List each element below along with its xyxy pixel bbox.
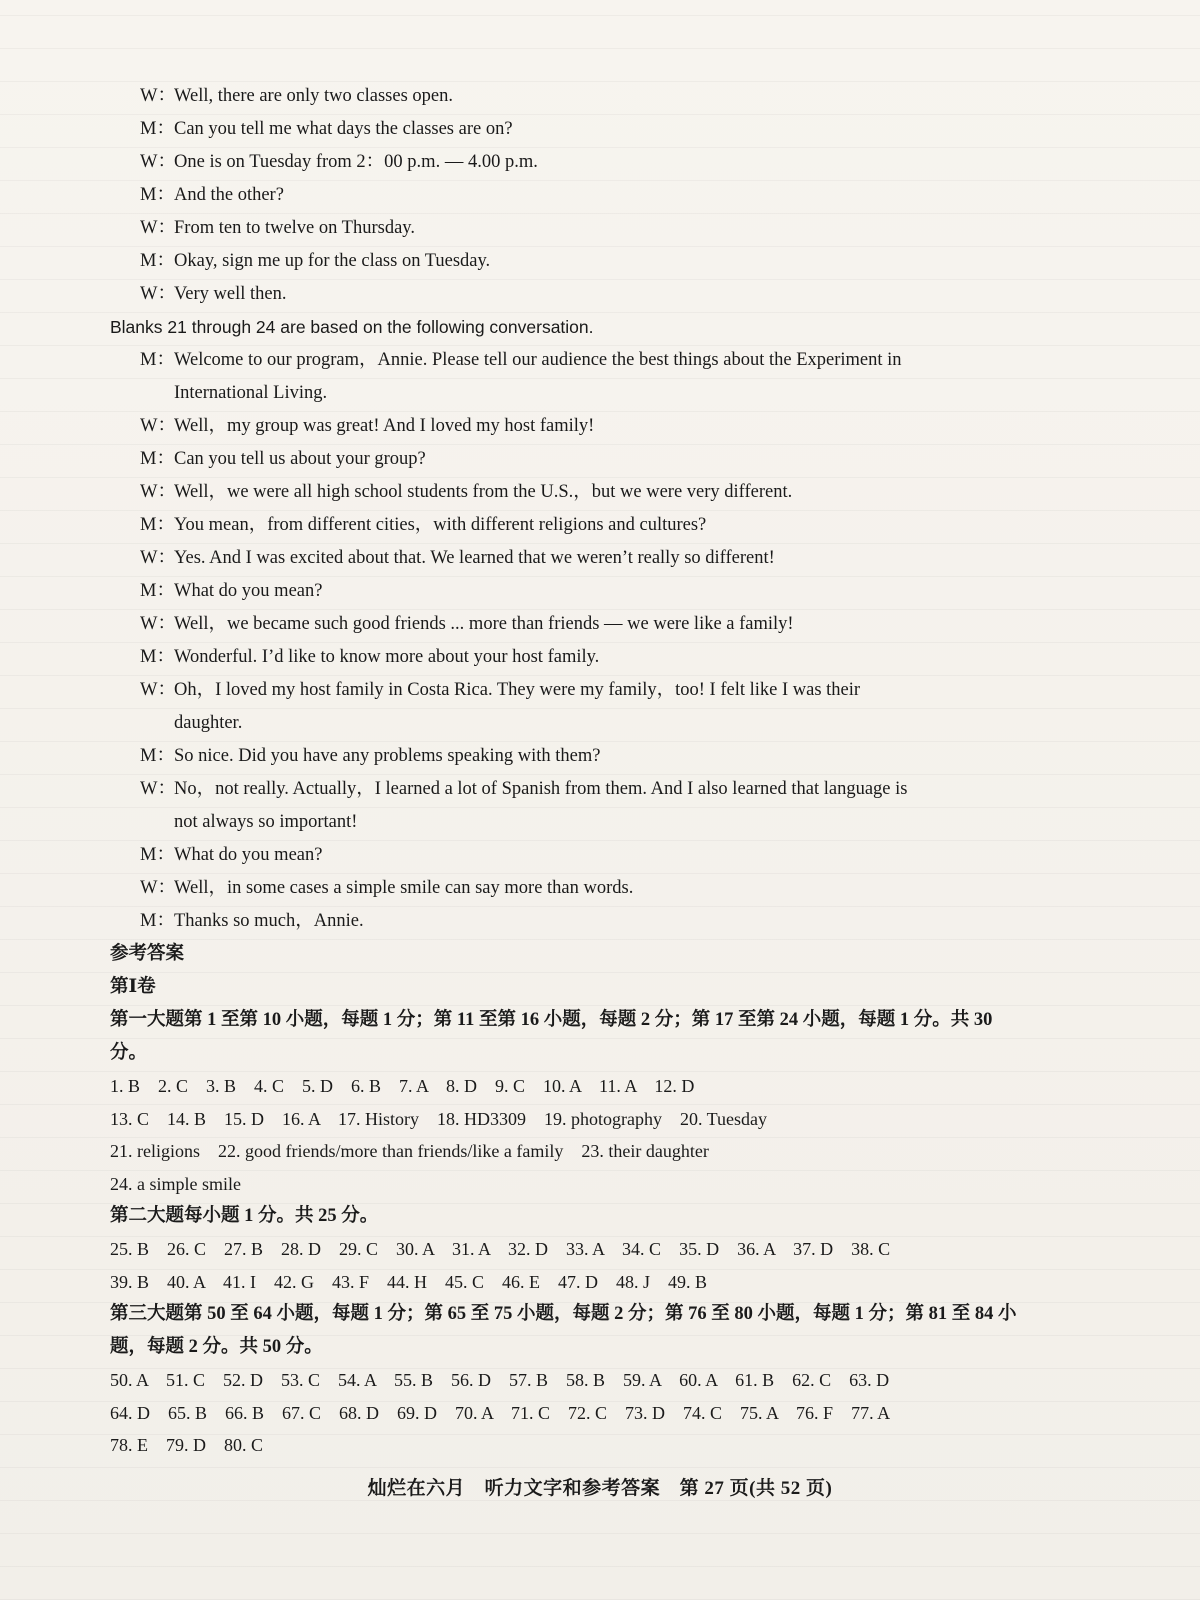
speaker-label: M：: [140, 746, 175, 766]
page-footer: 灿烂在六月 听力文字和参考答案 第 27 页(共 52 页): [367, 1478, 833, 1499]
dialogue-line: [110, 179, 1030, 212]
main-content: [110, 80, 1030, 1462]
dialogue-part-2: [110, 344, 1030, 938]
dialogue-text: One is on Tuesday from 2：00 p.m. — 4.00 p.m.: [174, 152, 538, 172]
section3-heading: 第三大题第 50 至 64 小题，每题 1 分；第 65 至 75 小题，每题 2 分；第 76 至 80 小题，每题 1 分；第 81 至 84 小题，每题 2 分。共 50 分。: [110, 1304, 1017, 1357]
speaker-label: W：: [140, 680, 176, 700]
answer-line: 1. B 2. C 3. B 4. C 5. D 6. B 7. A 8. D 9. C 10. A 11. A 12. D: [110, 1076, 695, 1096]
dialogue-line: [110, 674, 1030, 707]
dialogue-text: Oh，I loved my host family in Costa Rica. They were my family，too! I felt like I was their: [174, 680, 861, 700]
volume-label: 第Ⅰ卷: [110, 977, 156, 997]
dialogue-text: Yes. And I was excited about that. We learned that we weren’t really so different!: [174, 548, 775, 568]
speaker-label: M：: [140, 185, 175, 205]
dialogue-line: [110, 740, 1030, 773]
speaker-label: W：: [140, 86, 176, 106]
speaker-label: W：: [140, 779, 176, 799]
dialogue-line: [110, 839, 1030, 872]
answer-line: 21. religions 22. good friends/more than friends/like a family 23. their daughter: [110, 1141, 709, 1161]
dialogue-text: From ten to twelve on Thursday.: [174, 218, 415, 238]
dialogue-line: [110, 344, 1030, 377]
speaker-label: W：: [140, 416, 176, 436]
dialogue-line: [110, 410, 1030, 443]
dialogue-line: [110, 575, 1030, 608]
dialogue-continuation: daughter.: [174, 713, 243, 733]
section1-answers: [110, 1070, 1030, 1200]
answer-line: 64. D 65. B 66. B 67. C 68. D 69. D 70. A 71. C 72. C 73. D 74. C 75. A 76. F 77. A: [110, 1402, 891, 1423]
dialogue-text: What do you mean?: [174, 581, 323, 601]
section2-heading: 第二大题每小题 1 分。共 25 分。: [110, 1206, 379, 1226]
dialogue-line: [110, 212, 1030, 245]
dialogue-continuation: not always so important!: [174, 812, 358, 832]
dialogue-text: No，not really. Actually，I learned a lot of Spanish from them. And I also learned that language is: [174, 779, 908, 799]
speaker-label: W：: [140, 878, 176, 898]
dialogue-line: [110, 872, 1030, 905]
dialogue-text: Well，my group was great! And I loved my host family!: [174, 416, 595, 436]
dialogue-text: Welcome to our program，Annie. Please tell our audience the best things about the Experiment in: [174, 350, 902, 370]
dialogue-line: [110, 443, 1030, 476]
speaker-label: M：: [140, 911, 175, 931]
speaker-label: M：: [140, 449, 175, 469]
section1-heading: 第一大题第 1 至第 10 小题，每题 1 分；第 11 至第 16 小题，每题 2 分；第 17 至第 24 小题，每题 1 分。共 30 分。: [110, 1010, 993, 1063]
dialogue-line: [110, 146, 1030, 179]
answer-line: 25. B 26. C 27. B 28. D 29. C 30. A 31. A 32. D 33. A 34. C 35. D 36. A 37. D 38. C: [110, 1239, 891, 1259]
dialogue-text: Well，in some cases a simple smile can say more than words.: [174, 878, 634, 898]
dialogue-text: Well，we became such good friends ... more than friends — we were like a family!: [174, 614, 794, 634]
dialogue-line: [110, 278, 1030, 311]
speaker-label: W：: [140, 218, 176, 238]
dialogue-line: [110, 509, 1030, 542]
dialogue-text: Can you tell me what days the classes are on?: [174, 119, 513, 139]
section2-answers: [110, 1233, 1030, 1298]
speaker-label: M：: [140, 119, 175, 139]
dialogue-line: [110, 245, 1030, 278]
speaker-label: M：: [140, 251, 175, 271]
dialogue-line: [110, 641, 1030, 674]
speaker-label: W：: [140, 482, 176, 502]
answer-line: 50. A 51. C 52. D 53. C 54. A 55. B 56. D 57. B 58. B 59. A 60. A 61. B 62. C 63. D: [110, 1370, 890, 1390]
dialogue-line: [110, 773, 1030, 806]
speaker-label: W：: [140, 152, 176, 172]
answer-line: 13. C 14. B 15. D 16. A 17. History 18. HD3309 19. photography 20. Tuesday: [110, 1108, 768, 1129]
dialogue-text: Okay, sign me up for the class on Tuesday.: [174, 251, 491, 271]
dialogue-text: You mean，from different cities，with different religions and cultures?: [174, 515, 707, 535]
answers-title: 参考答案: [110, 944, 185, 964]
dialogue-line: [110, 113, 1030, 146]
speaker-label: M：: [140, 647, 175, 667]
dialogue-text: Well, there are only two classes open.: [174, 86, 453, 106]
speaker-label: M：: [140, 581, 175, 601]
dialogue-line: [110, 905, 1030, 938]
dialogue-line: [110, 80, 1030, 113]
answer-line: 39. B 40. A 41. I 42. G 43. F 44. H 45. C 46. E 47. D 48. J 49. B: [110, 1271, 708, 1292]
speaker-label: M：: [140, 515, 175, 535]
dialogue-continuation: International Living.: [174, 383, 328, 403]
dialogue-part-1: [110, 80, 1030, 311]
section3-answers: [110, 1364, 1030, 1462]
answer-line: 78. E 79. D 80. C: [110, 1435, 263, 1455]
answer-line: 24. a simple smile: [110, 1173, 241, 1194]
dialogue-text: Well，we were all high school students from the U.S.，but we were very different.: [174, 482, 793, 502]
dialogue-text: Can you tell us about your group?: [174, 449, 426, 469]
speaker-label: W：: [140, 548, 176, 568]
dialogue-line: [110, 476, 1030, 509]
dialogue-text: And the other?: [174, 185, 284, 205]
dialogue-text: Wonderful. I’d like to know more about your host family.: [174, 647, 600, 667]
speaker-label: W：: [140, 614, 176, 634]
dialogue-text: Very well then.: [174, 284, 287, 304]
dialogue-line: [110, 608, 1030, 641]
dialogue-text: What do you mean?: [174, 845, 323, 865]
speaker-label: M：: [140, 845, 175, 865]
speaker-label: M：: [140, 350, 175, 370]
speaker-label: W：: [140, 284, 176, 304]
dialogue-text: So nice. Did you have any problems speaking with them?: [174, 746, 601, 766]
dialogue-text: Thanks so much，Annie.: [174, 911, 364, 931]
blanks-heading: Blanks 21 through 24 are based on the following conversation.: [110, 317, 594, 337]
dialogue-line: [110, 542, 1030, 575]
